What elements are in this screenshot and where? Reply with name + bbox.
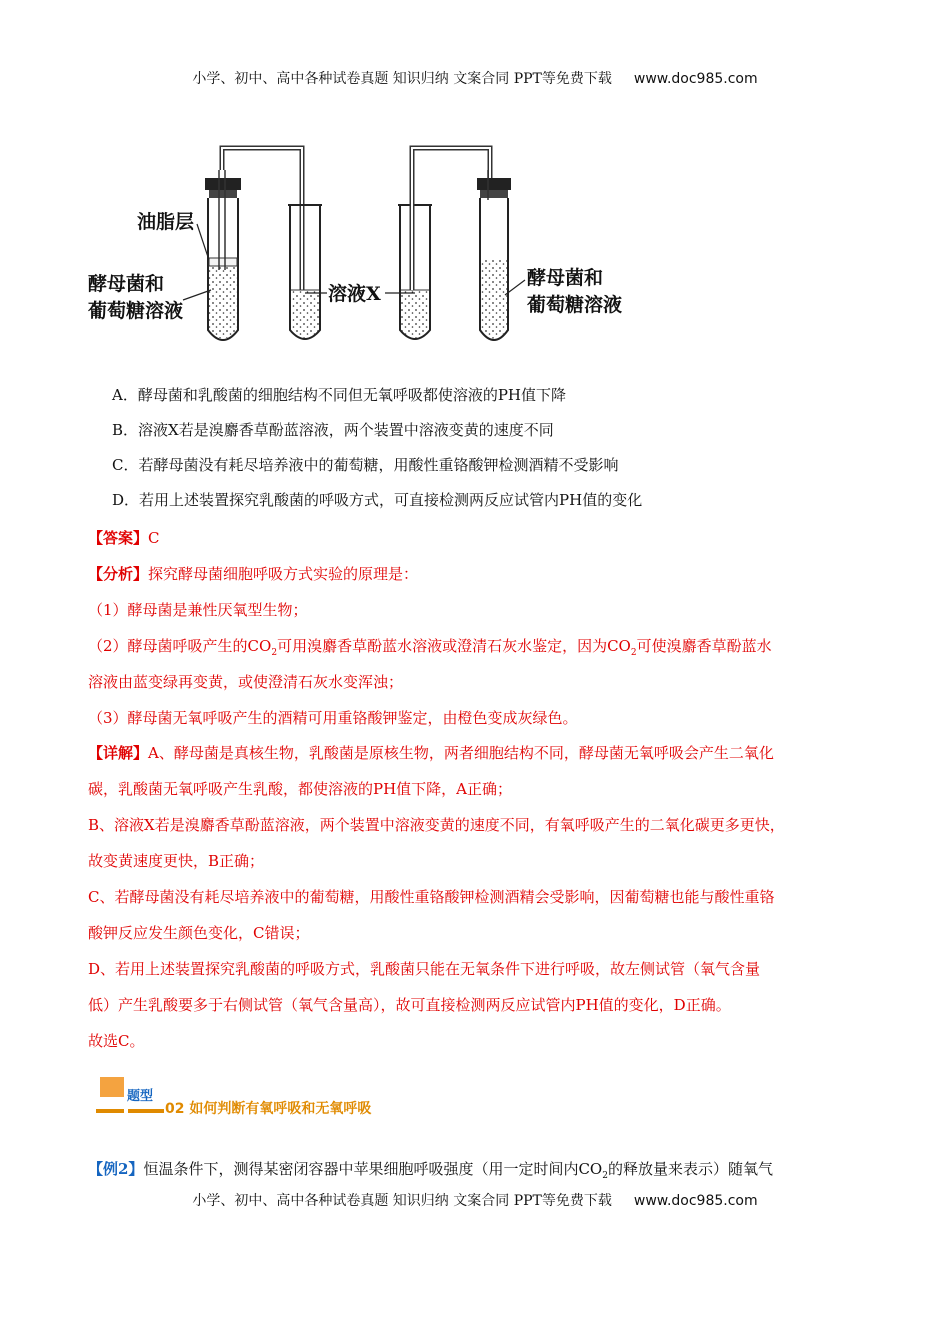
label-solution-x: 溶液X — [328, 283, 381, 305]
test-tube-diagram — [85, 140, 645, 355]
experiment-figure — [85, 140, 645, 355]
analysis-point-1: （1）酵母菌是兼性厌氧型生物； — [88, 601, 308, 619]
section-badge-graphic — [96, 1075, 166, 1120]
right-sealed-tube — [477, 170, 511, 340]
detail-conclusion: 故选C。 — [88, 1032, 145, 1050]
detail-a-line1: A、酵母菌是真核生物，乳酸菌是原核生物，两者细胞结构不同，酵母菌无氧呼吸会产生二氧化 — [148, 744, 774, 762]
left-solution-tube — [288, 205, 322, 339]
detail-b-line2: 故变黄速度更快，B正确； — [88, 852, 265, 870]
section-title — [96, 1075, 496, 1120]
header-text: 小学、初中、高中各种试卷真题 知识归纳 文案合同 PPT等免费下载 — [192, 71, 612, 87]
footer-text: 小学、初中、高中各种试卷真题 知识归纳 文案合同 PPT等免费下载 — [192, 1193, 612, 1209]
example-2-tag: 【例2】 — [88, 1160, 144, 1178]
answer-tag: 【答案】 — [88, 529, 149, 547]
footer-url[interactable]: www.doc985.com — [633, 1193, 758, 1209]
header-url[interactable]: www.doc985.com — [633, 71, 758, 87]
answer — [88, 526, 878, 550]
label-left-line2: 葡萄糖溶液 — [88, 300, 184, 322]
analysis — [88, 562, 878, 742]
option-a: A．酵母菌和乳酸菌的细胞结构不同但无氧呼吸都使溶液的PH值下降 — [112, 386, 567, 404]
analysis-tag: 【分析】 — [88, 565, 149, 583]
analysis-intro: 探究酵母菌细胞呼吸方式实验的原理是： — [148, 565, 419, 583]
page-footer — [0, 1190, 950, 1210]
detail — [88, 741, 878, 1065]
detail-b-line1: B、溶液X若是溴麝香草酚蓝溶液，两个装置中溶液变黄的速度不同，有氧呼吸产生的二氧化碳更多更快， — [88, 816, 785, 834]
label-left-line1: 酵母菌和 — [88, 273, 165, 295]
detail-c-line2: 酸钾反应发生颜色变化，C错误； — [88, 924, 310, 942]
detail-c-line1: C、若酵母菌没有耗尽培养液中的葡萄糖，用酸性重铬酸钾检测酒精会受影响，因葡萄糖也能与酸性重铬 — [88, 888, 775, 906]
example-2-text: 恒温条件下，测得某密闭容器中苹果细胞呼吸强度（用一定时间内CO — [143, 1160, 603, 1178]
option-d: D．若用上述装置探究乳酸菌的呼吸方式，可直接检测两反应试管内PH值的变化 — [112, 491, 643, 509]
answer-value: C — [148, 529, 160, 547]
detail-a-line2: 碳，乳酸菌无氧呼吸产生乳酸，都使溶液的PH值下降，A正确； — [88, 780, 513, 798]
label-right-line1: 酵母菌和 — [527, 267, 604, 289]
example-2: 【例2】恒温条件下，测得某密闭容器中苹果细胞呼吸强度（用一定时间内$CO_2$的释放量来表示）随氧气 — [88, 1160, 773, 1181]
analysis-point-2-cont: 溶液由蓝变绿再变黄，或使澄清石灰水变浑浊； — [88, 673, 404, 691]
analysis-point-3: （3）酵母菌无氧呼吸产生的酒精可用重铬酸钾鉴定，由橙色变成灰绿色。 — [88, 709, 578, 727]
option-c: C．若酵母菌没有耗尽培养液中的葡萄糖，用酸性重铬酸钾检测酒精不受影响 — [112, 456, 619, 474]
left-sealed-tube — [205, 170, 241, 340]
detail-d-line2: 低）产生乳酸要多于右侧试管（氧气含量高），故可直接检测两反应试管内PH值的变化，D正确。 — [88, 996, 731, 1014]
options-list — [112, 382, 642, 522]
detail-tag: 【详解】 — [88, 744, 149, 762]
label-right-line2: 葡萄糖溶液 — [527, 294, 623, 316]
analysis-point-2: （2）酵母菌呼吸产生的$CO_2$可用溴麝香草酚蓝水溶液或澄清石灰水鉴定，因为$CO_2$可使溴麝香草酚蓝水 — [88, 637, 772, 658]
page-header — [0, 68, 950, 88]
section-title-text: 02 如何判断有氧呼吸和无氧呼吸 — [165, 1101, 372, 1117]
label-oil-layer: 油脂层 — [137, 211, 195, 233]
example-2-text-cont: 的释放量来表示）随氧气 — [607, 1160, 773, 1178]
right-solution-tube — [398, 205, 432, 339]
option-b: B．溶液X若是溴麝香草酚蓝溶液，两个装置中溶液变黄的速度不同 — [112, 421, 554, 439]
detail-d-line1: D、若用上述装置探究乳酸菌的呼吸方式，乳酸菌只能在无氧条件下进行呼吸，故左侧试管（氧气含量 — [88, 960, 761, 978]
section-badge-text: 题型 — [127, 1089, 154, 1104]
